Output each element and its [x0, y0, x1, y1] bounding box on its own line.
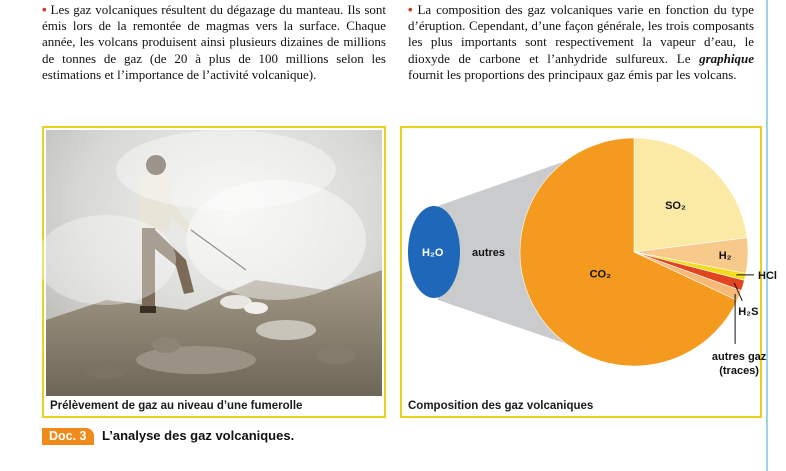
- label-traces-2: (traces): [719, 364, 759, 377]
- doc-badge: Doc. 3: [42, 428, 94, 445]
- right-paragraph-emphasis: graphique: [699, 50, 754, 66]
- pie-slices: [520, 138, 748, 366]
- pie-slice-1: [634, 138, 747, 252]
- right-paragraph-text-1: La composition des gaz volcaniques varie en fonction du type d’éruption. Cependant, d’une façon générale, les trois composants les plus importants sont respectivement la vapeur d’eau, le dioxyde de carbone et l’anhydride sulfureux. Le: [408, 2, 755, 66]
- label-traces-1: autres gaz: [711, 350, 767, 363]
- label-hcl: HCl: [758, 269, 777, 282]
- gas-composition-chart: [402, 128, 777, 416]
- label-h2: H₂: [718, 249, 732, 262]
- chart-figure: [400, 126, 777, 418]
- autres-label: autres: [472, 247, 506, 259]
- left-paragraph: [42, 2, 386, 83]
- right-paragraph: [408, 2, 754, 83]
- photo-caption: Prélèvement de gaz au niveau d’une fumerolle: [50, 400, 303, 412]
- bullet-right: •: [408, 2, 413, 17]
- chart-caption: Composition des gaz volcaniques: [408, 400, 594, 412]
- fumarole-photo: [46, 130, 382, 396]
- doc-title: L’analyse des gaz volcaniques.: [102, 428, 295, 443]
- label-h2s: H₂S: [738, 305, 759, 318]
- photo-figure: [42, 126, 386, 418]
- right-paragraph-text-2: fournit les proportions des principaux gaz émis par les volcans.: [408, 66, 737, 82]
- h2o-label: H₂O: [422, 247, 444, 259]
- label-co2: CO₂: [589, 268, 612, 281]
- label-so2: SO₂: [665, 199, 686, 212]
- left-paragraph-text: Les gaz volcaniques résultent du dégazage du manteau. Ils sont émis lors de la remontée de magmas vers la surface. Chaque année, les volcans produisent ainsi plusieurs dizaines de millions de tonnes de gaz (de 20 à plus de 100 millions selon les estimations et l’importance de l’activité volcanique).: [42, 2, 386, 82]
- bullet-left: •: [42, 2, 47, 17]
- page-margin-rule: [766, 0, 768, 471]
- fumarole-photo-illustration: [46, 130, 382, 396]
